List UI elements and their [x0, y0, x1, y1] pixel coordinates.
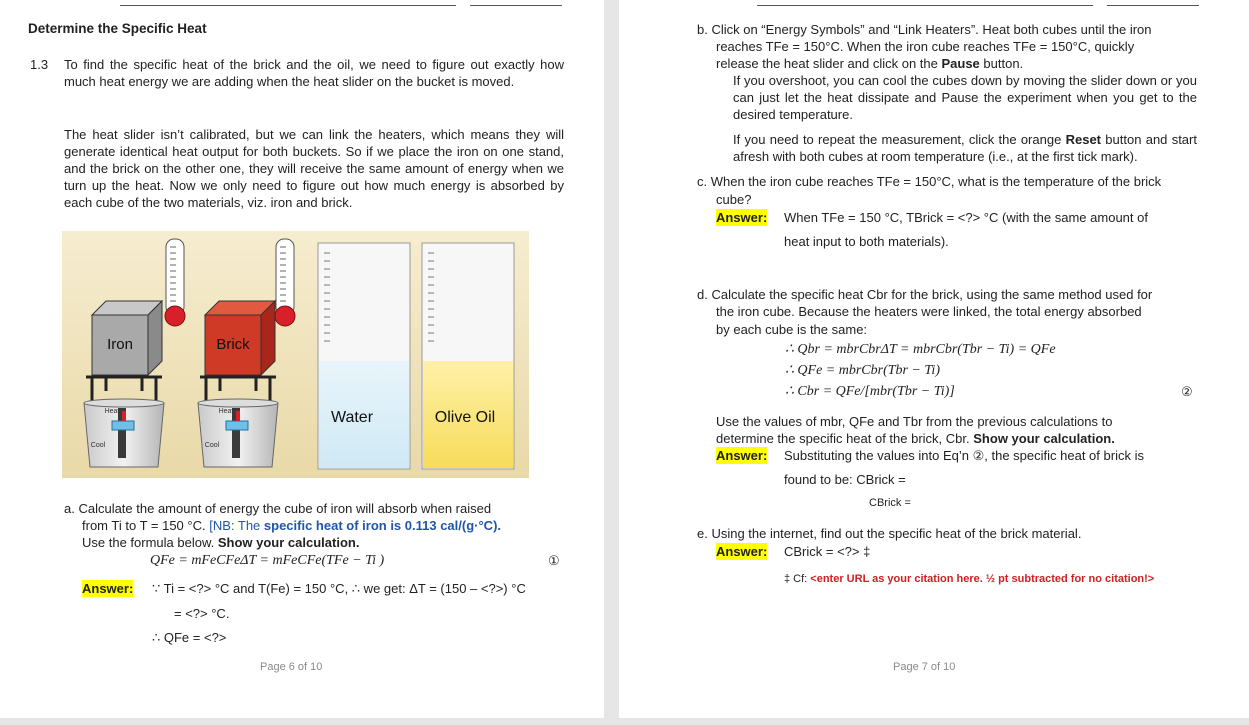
part-b-line3 [716, 55, 1023, 72]
heater-bucket [198, 399, 278, 467]
part-b-line2: reaches TFe = 150°C. When the iron cube reaches TFe = 150°C, quickly [716, 39, 1135, 54]
repeat-text-end: button and start afresh with both cubes at room temperature (i.e., at the first tick mark). [733, 132, 1197, 164]
part-a-target: i to T = 150 °C. [118, 518, 206, 533]
part-a-line3 [82, 534, 359, 551]
formula-1: QFe = mFeCFeΔT = mFeCFe(TFe − Ti ) [150, 553, 385, 568]
part-b-overshoot: If you overshoot, you can cool the cubes down by moving the slider down or you can just let the heat dissipate and Pause the experiment when you get to the desired temperature. [733, 73, 1197, 122]
part-a-note-bold: specific heat of iron is 0.113 cal/(g·°C). [263, 518, 502, 533]
section-number: 1.3 [30, 57, 49, 72]
part-a-from: from T [82, 518, 119, 533]
part-a-note: [NB: The [209, 518, 261, 533]
answer-e: CBrick = <?> ‡ [784, 544, 871, 559]
simulation-figure [62, 231, 529, 478]
repeat-text: If you need to repeat the measurement, click the orange [733, 132, 1062, 147]
answer-d-line1: Substituting the values into Eq’n ②, the specific heat of brick is [784, 448, 1144, 463]
equation-number-1: ① [548, 553, 560, 568]
page-6 [0, 0, 604, 718]
heater-bucket [84, 399, 164, 467]
cool-label: Cool [90, 442, 106, 449]
part-e-line1: e. Using the internet, find out the specific heat of the brick material. [697, 526, 1082, 541]
heaters-paragraph: The heat slider isn’t calibrated, but we can link the heaters, which means they will generate identical heat output for both buckets. So if we place the iron on one stand, and the brick on the other one, they will receive the same amount of energy when we turn up the heat. Now we only need to figure out how much energy is absorbed by each cube of the two materials, viz. iron and brick. [64, 127, 564, 210]
citation-line [784, 571, 1154, 588]
equation-number-2: ② [1181, 384, 1193, 399]
part-c-line1: c. When the iron cube reaches TFe = 150°C, what is the temperature of the brick [697, 174, 1162, 189]
header-rule [757, 5, 1093, 6]
answer-label-d: Answer: [716, 448, 768, 463]
answer-d-line3: CBrick = [869, 497, 911, 509]
heat-label: Heat [218, 408, 234, 415]
part-b-line1: b. Click on “Energy Symbols” and “Link Heaters”. Heat both cubes until the iron [697, 22, 1152, 37]
part-d-line2: the iron cube. Because the heaters were linked, the total energy absorbed [716, 304, 1142, 319]
water-label: Water [330, 409, 374, 426]
iron-label: Iron [107, 336, 133, 353]
part-c-line2: cube? [716, 192, 752, 207]
equation-d1: ∴ Qbr = mbrCbrΔT = mbrCbr(Tbr − Ti) = QFe [785, 342, 1056, 357]
part-b-release: release the heat slider and click on the [716, 56, 938, 71]
section-heading: Determine the Specific Heat [28, 21, 207, 36]
page-number: Page 6 of 10 [260, 661, 323, 673]
brick-label: Brick [216, 336, 250, 353]
olive-oil-label: Olive Oil [434, 409, 496, 426]
determine-text: determine the specific heat of the brick, Cbr. [716, 431, 970, 446]
citation-prefix: ‡ Cf: [784, 573, 808, 585]
citation-placeholder[interactable]: <enter URL as your citation here. ½ pt subtracted for no citation!> [810, 573, 1155, 585]
part-b-repeat [733, 131, 1197, 165]
answer-label-e: Answer: [716, 544, 768, 559]
equation-d3: ∴ Cbr = QFe/[mbr(Tbr − Ti)] [785, 384, 955, 399]
heat-label: Heat [104, 408, 120, 415]
intro-paragraph: To find the specific heat of the brick and the oil, we need to figure out exactly how much heat energy we are adding when the heat slider on the bucket is moved. [64, 57, 564, 89]
show-calculation: Show your calculation. [973, 431, 1115, 446]
answer-a-line3: ∴ QFe = <?> [152, 630, 227, 645]
thermometer-icon [275, 239, 295, 326]
answer-label-a: Answer: [82, 581, 134, 596]
cool-label: Cool [204, 442, 220, 449]
part-a-instruction: Use the formula below. [82, 535, 215, 550]
part-a-line1: a. Calculate the amount of energy the cube of iron will absorb when raised [64, 501, 492, 516]
olive-oil-beaker [422, 243, 514, 469]
answer-c-line1: When TFe = 150 °C, TBrick = <?> °C (with the same amount of [784, 210, 1148, 225]
water-beaker [318, 243, 410, 469]
part-b-button-word: button. [983, 56, 1024, 71]
answer-c-line2: heat input to both materials). [784, 234, 949, 249]
answer-a-line2: = <?> °C. [174, 606, 230, 621]
header-rule [470, 5, 562, 6]
header-rule [120, 5, 456, 6]
part-d-use-line1: Use the values of mbr, QFe and Tbr from the previous calculations to [716, 414, 1113, 429]
thermometer-icon [165, 239, 185, 326]
part-a-line2 [82, 517, 564, 534]
header-rule [1107, 5, 1199, 6]
answer-a-line1: ∵ Ti = <?> °C and T(Fe) = 150 °C, ∴ we get: ΔT = (150 – <?>) °C [152, 581, 526, 596]
part-d-use-line2 [716, 430, 1115, 447]
pause-word: Pause [941, 56, 980, 71]
equation-d2: ∴ QFe = mbrCbr(Tbr − Ti) [785, 363, 940, 378]
part-d-line1: d. Calculate the specific heat Cbr for the brick, using the same method used for [697, 287, 1153, 302]
part-d-line3: by each cube is the same: [716, 322, 868, 337]
answer-d-line2: found to be: CBrick = [784, 472, 906, 487]
part-a-show-calculation: Show your calculation. [217, 535, 360, 550]
answer-label-c: Answer: [716, 210, 768, 225]
page-7 [619, 0, 1249, 718]
reset-word: Reset [1065, 132, 1102, 147]
page-number: Page 7 of 10 [893, 661, 956, 673]
